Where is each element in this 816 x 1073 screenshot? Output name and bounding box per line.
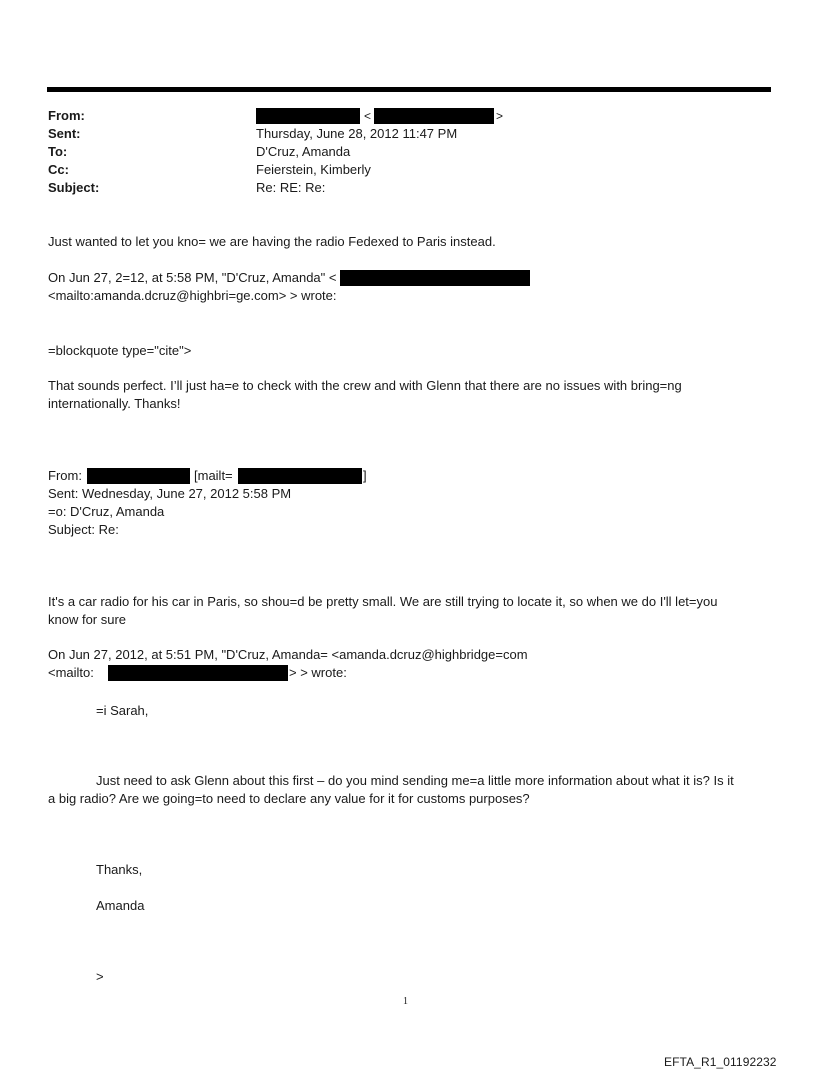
quote-2-line-1: On Jun 27, 2012, at 5:51 PM, "D'Cruz, Amanda= <amanda.dcruz@highbridge=com [48,647,528,662]
redacted-email-2 [238,468,362,484]
body-paragraph-1: Just wanted to let you kno= we are having the radio Fedexed to Paris instead. [48,234,496,249]
signature-name: Amanda [96,898,145,913]
trailing-quote-marker: > [96,969,104,984]
document-id: EFTA_R1_01192232 [664,1055,777,1069]
redacted-email-1 [340,270,530,286]
to-value: D'Cruz, Amanda [256,144,351,159]
to-label: To: [48,144,68,159]
body-paragraph-4-line-1: Just need to ask Glenn about this first – do you mind sending me=a little more information about what it is? Is it [96,773,734,788]
subject-value: Re: RE: Re: [256,180,326,195]
header-rule [47,87,771,92]
redacted-sender-name [256,108,360,124]
blockquote-tag: =blockquote type="cite"> [48,343,192,358]
from-lt: < [364,109,372,123]
quote-1-line-1: On Jun 27, 2=12, at 5:58 PM, "D'Cruz, Amanda" < [48,270,337,285]
from-label: From: [48,108,85,123]
from-gt: > [496,109,504,123]
from-2-label: From: [48,468,82,483]
quote-1-line-2: <mailto:amanda.dcruz@highbri=ge.com> > wrote: [48,288,337,303]
quote-2-wrote: > > wrote: [289,665,347,680]
body-paragraph-2-line-2: internationally. Thanks! [48,396,181,411]
redacted-email-3 [108,665,288,681]
subject-label: Subject: [48,180,100,195]
body-paragraph-2-line-1: That sounds perfect. I’ll just ha=e to check with the crew and with Glenn that there are no issues with bring=ng [48,378,682,393]
to-2: =o: D'Cruz, Amanda [48,504,165,519]
page-number: 1 [403,996,408,1007]
sent-label: Sent: [48,126,81,141]
body-paragraph-3-line-1: It's a car radio for his car in Paris, so shou=d be pretty small. We are still trying to locate it, so when we do I'll let=you [48,594,718,609]
redacted-sender-email [374,108,494,124]
body-paragraph-4-line-2: a big radio? Are we going=to need to declare any value for it for customs purposes? [48,791,530,806]
redacted-name-2 [87,468,190,484]
from-2-close: ] [363,468,367,483]
closing-thanks: Thanks, [96,862,143,877]
greeting: =i Sarah, [96,703,149,718]
quote-2-mailto: <mailto: [48,665,94,680]
subject-2: Subject: Re: [48,522,119,537]
sent-value: Thursday, June 28, 2012 11:47 PM [256,126,458,141]
cc-label: Cc: [48,162,69,177]
from-2-mailto: [mailt= [194,468,233,483]
sent-2: Sent: Wednesday, June 27, 2012 5:58 PM [48,486,292,501]
body-paragraph-3-line-2: know for sure [48,612,127,627]
cc-value: Feierstein, Kimberly [256,162,371,177]
